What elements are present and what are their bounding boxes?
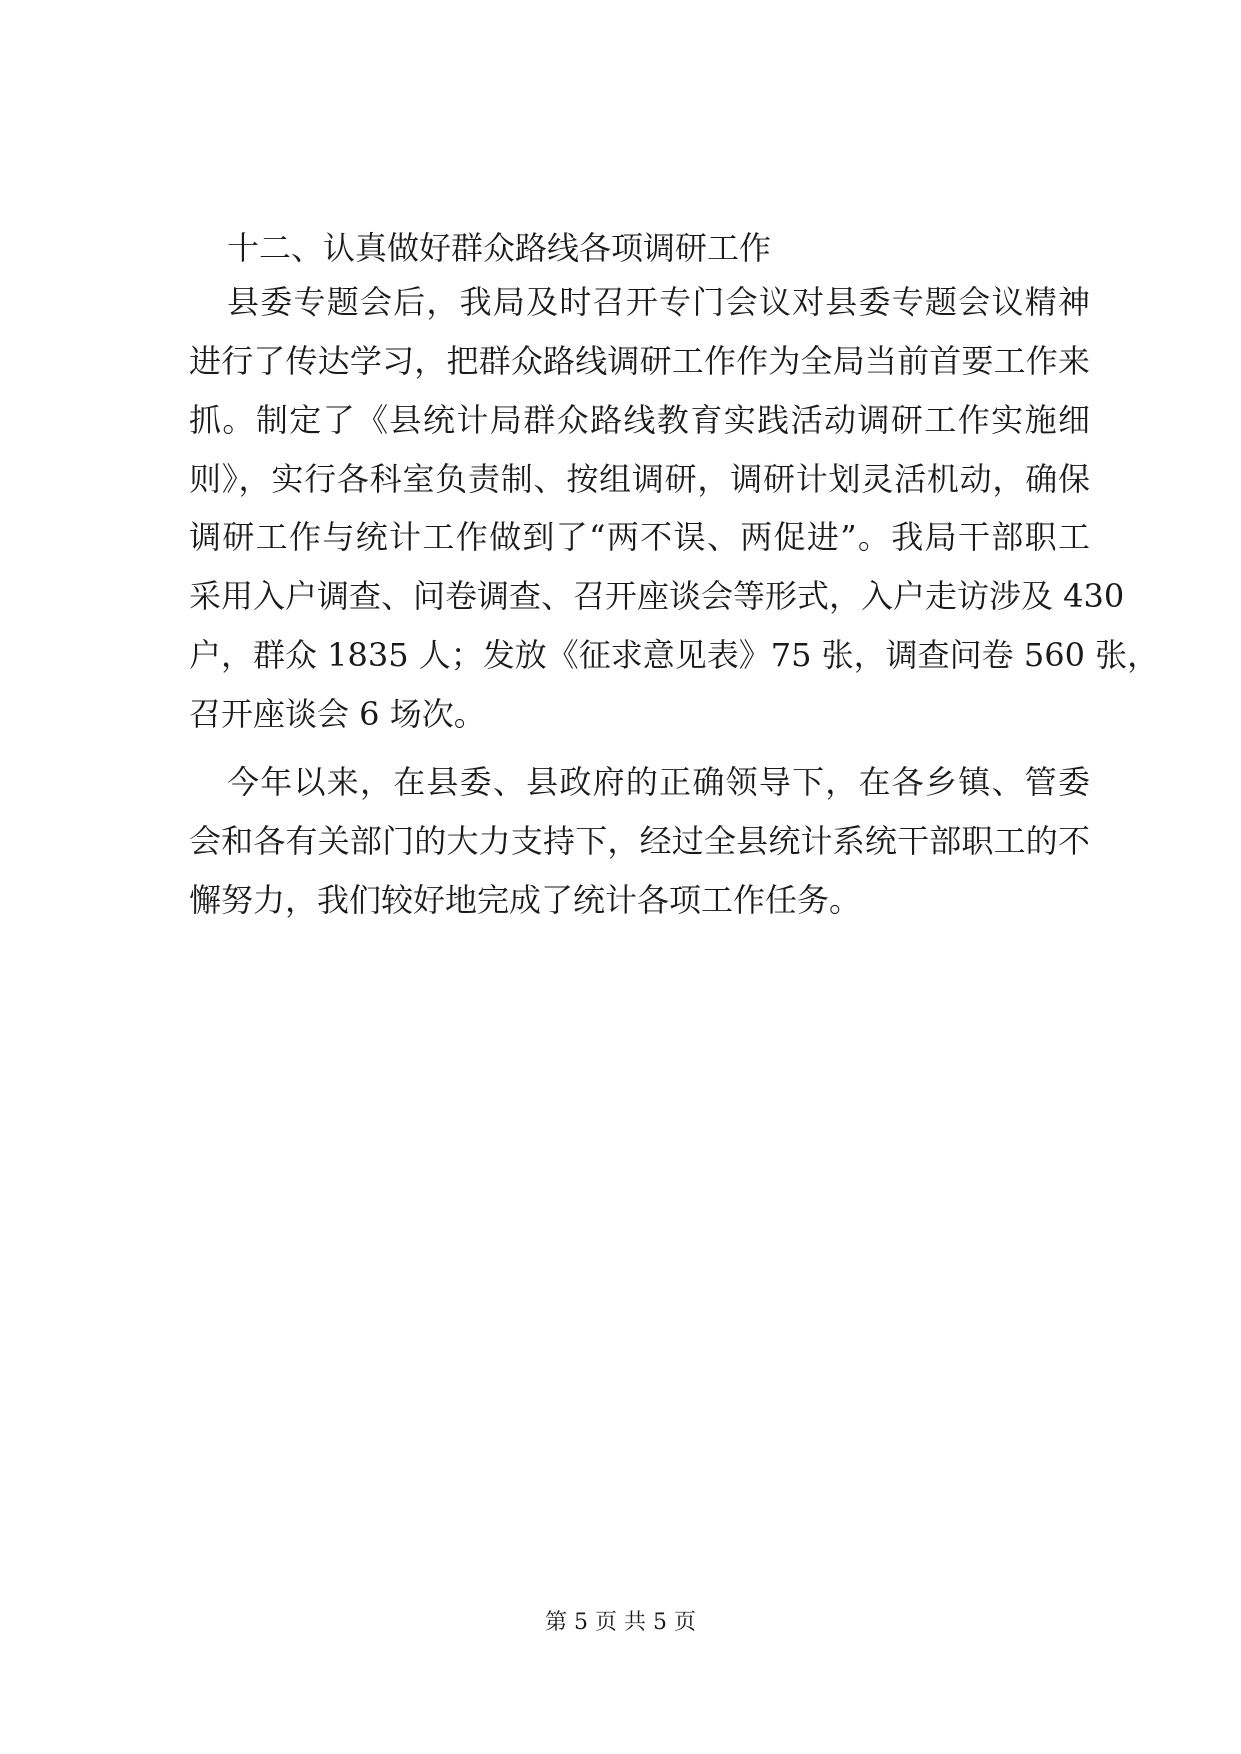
paragraph-1-line-8: 召开座谈会 6 场次。 [189,695,486,733]
paragraph-1-line-5: 调研工作与统计工作做到了“两不误、两促进”。我局干部职工 [189,518,1090,556]
paragraph-1-line-4: 则》，实行各科室负责制、按组调研，调研计划灵活机动，确保 [189,460,1090,498]
paragraph-1-line-7: 户，群众 1835 人；发放《征求意见表》75 张，调查问卷 560 张， [189,636,1160,674]
page-number-footer: 第 5 页 共 5 页 [545,1610,696,1635]
paragraph-1-line-2: 进行了传达学习，把群众路线调研工作作为全局当前首要工作来 [189,342,1090,380]
section-heading: 十二、认真做好群众路线各项调研工作 [227,229,772,267]
paragraph-2-line-2: 会和各有关部门的大力支持下，经过全县统计系统干部职工的不 [189,822,1090,860]
paragraph-2-line-3: 懈努力，我们较好地完成了统计各项工作任务。 [189,881,862,919]
paragraph-1-line-3: 抓。制定了《县统计局群众路线教育实践活动调研工作实施细 [189,401,1090,439]
paragraph-1-line-1: 县委专题会后，我局及时召开专门会议对县委专题会议精神 [227,283,1090,321]
paragraph-2-line-1: 今年以来，在县委、县政府的正确领导下，在各乡镇、管委 [227,763,1090,801]
paragraph-1-line-6: 采用入户调查、问卷调查、召开座谈会等形式，入户走访涉及 430 [189,577,1125,615]
